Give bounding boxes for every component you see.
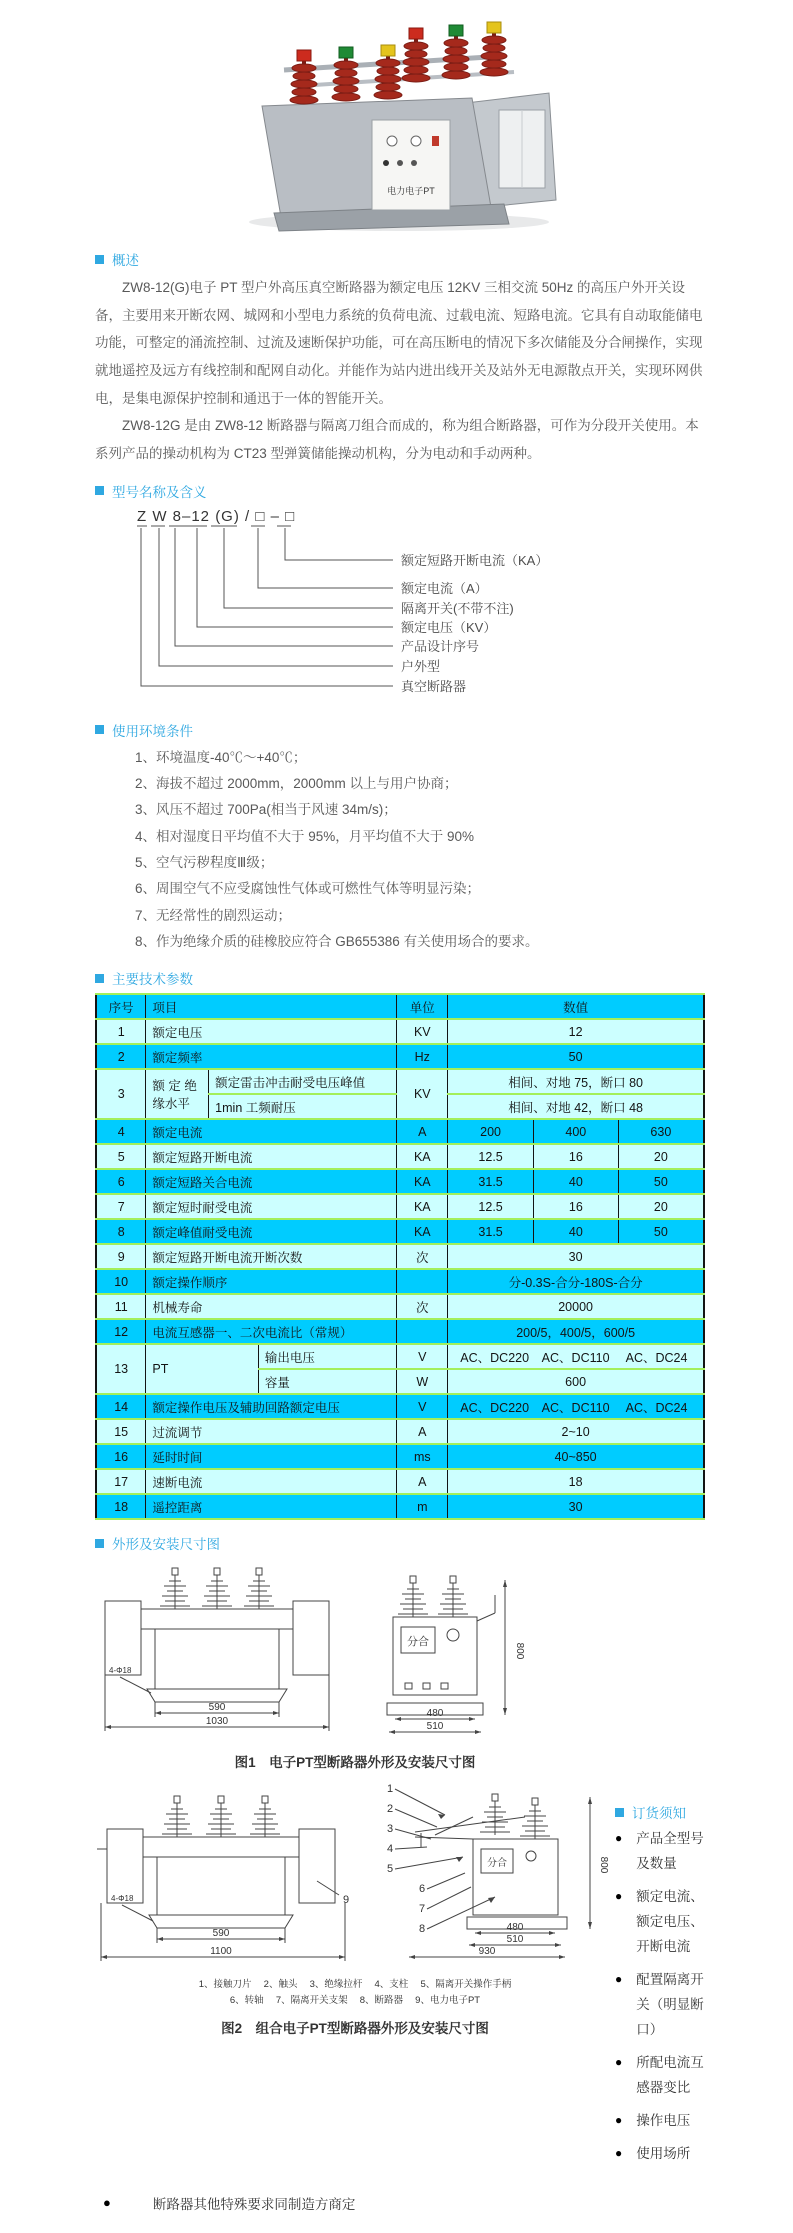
model-label-outdoor-type: 户外型: [401, 658, 441, 674]
table-row: [96, 1419, 704, 1444]
cell-value: 600: [448, 1369, 704, 1394]
cell-value: 12: [448, 1019, 704, 1044]
table-row: [96, 1444, 704, 1469]
model-label-vacuum-breaker: 真空断路器: [401, 678, 467, 694]
cell-item: PT: [146, 1344, 259, 1394]
section-bullet-icon: [95, 1539, 104, 1548]
cell-value: 50: [618, 1219, 704, 1244]
fig2-panel-label: 分合: [487, 1858, 507, 1870]
cell-item: 额定峰值耐受电流: [146, 1219, 397, 1244]
overview-paragraph-2: ZW8-12G 是由 ZW8-12 断路器与隔离刀组合而成的，称为组合断路器，可作为分段开关使用。本系列产品的操动机构为 CT23 型弹簧储能操动机构，分为电动和手动两种。: [95, 418, 699, 462]
cell-item: 额定电压: [146, 1019, 397, 1044]
bullet-icon: ●: [615, 1889, 623, 1904]
section-bullet-icon: [615, 1808, 624, 1817]
footer-note-text: 断路器其他特殊要求同制造方商定: [152, 2196, 356, 2212]
cell-unit: Hz: [397, 1044, 448, 1069]
fig2-dim-480: 480: [506, 1922, 524, 1934]
figure2: [95, 1773, 615, 2039]
document-content: [0, 249, 793, 2213]
cell-value: 30: [448, 1494, 704, 1519]
section-dims-header: [95, 1533, 705, 1553]
cell-subitem: 额定雷击冲击耐受电压峰值: [209, 1069, 397, 1094]
cell-no: 2: [96, 1044, 146, 1069]
cell-no: 18: [96, 1494, 146, 1519]
cell-unit: KA: [397, 1219, 448, 1244]
cell-no: 10: [96, 1269, 146, 1294]
table-row: [96, 1044, 704, 1069]
table-row: [96, 1269, 704, 1294]
cell-value-part: AC、DC24: [625, 1400, 688, 1415]
section-model-header: [95, 481, 705, 501]
table-row: [96, 1469, 704, 1494]
cell-unit: KA: [397, 1169, 448, 1194]
cell-no: 7: [96, 1194, 146, 1219]
ordering-item: [615, 1827, 705, 1877]
cell-unit: A: [397, 1469, 448, 1494]
env-item: 7、无经常性的剧烈运动；: [135, 907, 292, 923]
cell-value: 12.5: [448, 1144, 534, 1169]
env-item: 3、风压不超过 700Pa(相当于风速 34m/s)；: [135, 802, 397, 818]
bullet-icon: ●: [103, 2195, 111, 2211]
fig2-callout-9: 9: [343, 1894, 350, 1907]
cell-unit: KV: [397, 1019, 448, 1044]
env-item: 4、相对湿度日平均值不大于 95%，月平均值不大于 90%: [135, 828, 475, 844]
cell-unit: 次: [397, 1294, 448, 1319]
ordering-section: [615, 1773, 705, 2175]
cell-value-part: AC、DC24: [625, 1350, 688, 1365]
cell-no: 16: [96, 1444, 146, 1469]
photo-panel-label: 电力电子PT: [387, 186, 435, 196]
model-code: Z W 8–12 (G) / □ – □: [137, 507, 296, 525]
cell-unit: W: [397, 1369, 448, 1394]
cell-value: 50: [448, 1044, 704, 1069]
table-row: [96, 1494, 704, 1519]
figure2-row: [95, 1773, 705, 2175]
ordering-item-text: 产品全型号及数量: [636, 1831, 704, 1872]
cell-item: 额定操作电压及辅助回路额定电压: [146, 1394, 397, 1419]
fig1-hole-note: 4-Φ18: [109, 1666, 132, 1676]
fig2-callout-8: 8: [419, 1923, 426, 1936]
product-photo-area: [0, 0, 793, 236]
section-bullet-icon: [95, 486, 104, 495]
cell-unit: m: [397, 1494, 448, 1519]
fig1-dim-510: 510: [426, 1721, 444, 1733]
cell-value: 20: [618, 1194, 704, 1219]
cell-no: 17: [96, 1469, 146, 1494]
table-row: [96, 1244, 704, 1269]
table-header-row: [96, 994, 704, 1019]
cell-unit: ms: [397, 1444, 448, 1469]
figure1: [95, 1565, 705, 1743]
fig1-dim-480: 480: [426, 1708, 444, 1720]
cell-no: 8: [96, 1219, 146, 1244]
cell-subitem: 容量: [258, 1369, 396, 1394]
cell-value: 31.5: [448, 1219, 534, 1244]
cell-value: 200/5，400/5，600/5: [448, 1319, 704, 1344]
legend-line-1: 1、接触刀片 2、触头 3、绝缘拉杆 4、支柱 5、隔离开关操作手柄: [198, 1979, 512, 1991]
cell-unit: V: [397, 1344, 448, 1369]
fig2-hole-note: 4-Φ18: [111, 1894, 134, 1904]
cell-value-part: AC、DC220: [460, 1350, 530, 1365]
cell-value: 16: [533, 1144, 618, 1169]
table-row: [96, 1319, 704, 1344]
bullet-icon: ●: [615, 1972, 623, 1987]
cell-value: 630: [618, 1119, 704, 1144]
cell-value: 分-0.3S-合分-180S-合分: [448, 1269, 704, 1294]
cell-value: 16: [533, 1194, 618, 1219]
section-bullet-icon: [95, 725, 104, 734]
cell-value: 2~10: [448, 1419, 704, 1444]
cell-value: 相间、对地 75，断口 80: [448, 1069, 704, 1094]
cell-item: 机械寿命: [146, 1294, 397, 1319]
ordering-item: [615, 2109, 705, 2134]
table-row: [96, 1344, 704, 1369]
section-bullet-icon: [95, 255, 104, 264]
overview-paragraph-1: ZW8-12(G)电子 PT 型户外高压真空断路器为额定电压 12KV 三相交流 50Hz 的高压户外开关设备，主要用来开断农网、城网和小型电力系统的负荷电流、过载电流、短路电流。它具有自动取能储电功能，可整定的涌流控制、过流及速断保护功能，可在高压断电的情况下多次储能及分合闸操作，实现就地遥控及远方有线控制和配网自动化。并能作为站内进出线开关及站外无电源散点开关，实现环网供电，是集电源保护控制和通迅于一体的智能开关。: [95, 280, 703, 406]
cell-no: 1: [96, 1019, 146, 1044]
footer-note: [103, 2193, 705, 2213]
cell-item: 额 定 绝缘水平: [146, 1069, 209, 1119]
fig2-callout-2: 2: [387, 1803, 394, 1816]
cell-item: 速断电流: [146, 1469, 397, 1494]
cell-value: [448, 1344, 704, 1369]
fig1-dim-1030: 1030: [205, 1716, 229, 1728]
env-item: 5、空气污秽程度Ⅲ级；: [135, 854, 274, 870]
cell-unit: KA: [397, 1144, 448, 1169]
fig2-dim-930: 930: [478, 1946, 496, 1958]
bullet-icon: ●: [615, 1831, 623, 1846]
table-row: [96, 1219, 704, 1244]
cell-value: 20: [618, 1144, 704, 1169]
cell-value: 50: [618, 1169, 704, 1194]
cell-item: 额定短时耐受电流: [146, 1194, 397, 1219]
cell-item: 延时时间: [146, 1444, 397, 1469]
table-row: [96, 1194, 704, 1219]
table-row: [96, 1119, 704, 1144]
fig2-dim-800: 800: [598, 1856, 609, 1874]
tech-params-table: [95, 993, 705, 1520]
fig1-front-view: [95, 1565, 345, 1743]
env-conditions-list: [95, 745, 705, 956]
cell-item: 额定短路关合电流: [146, 1169, 397, 1194]
ordering-item-text: 所配电流互感器变比: [636, 2054, 704, 2095]
cell-value: 40: [533, 1219, 618, 1244]
table-row: [96, 1144, 704, 1169]
section-params-header: [95, 968, 705, 988]
header-value: 数值: [448, 994, 704, 1019]
header-item: 项目: [146, 994, 397, 1019]
figure2-caption: 图2 组合电子PT型断路器外形及安装尺寸图: [221, 2021, 489, 2037]
section-params-title: 主要技术参数: [112, 972, 193, 988]
cell-unit: A: [397, 1419, 448, 1444]
bullet-icon: ●: [615, 2112, 623, 2127]
model-label-rated-current: 额定电流（A）: [401, 580, 488, 596]
ordering-item-text: 操作电压: [636, 2112, 691, 2128]
cell-item: 额定短路开断电流: [146, 1144, 397, 1169]
ordering-item-text: 配置隔离开关（明显断口）: [636, 1972, 704, 2037]
table-row: [96, 1394, 704, 1419]
cell-no: 11: [96, 1294, 146, 1319]
fig2-dim-510: 510: [506, 1934, 524, 1946]
model-label-design-serial: 产品设计序号: [401, 638, 480, 654]
fig1-dim-590: 590: [208, 1702, 226, 1714]
cell-value-part: AC、DC110: [541, 1400, 610, 1415]
cell-no: 13: [96, 1344, 146, 1394]
table-row: [96, 1294, 704, 1319]
photo-insulators: [290, 22, 508, 104]
ordering-item: [615, 1885, 705, 1960]
fig2-dim-1100: 1100: [210, 1946, 232, 1958]
section-bullet-icon: [95, 974, 104, 983]
cell-unit: [397, 1319, 448, 1344]
cell-item: 过流调节: [146, 1419, 397, 1444]
section-model-title: 型号名称及含义: [112, 484, 207, 500]
cell-value: 200: [448, 1119, 534, 1144]
cell-no: 5: [96, 1144, 146, 1169]
header-no: 序号: [96, 994, 146, 1019]
env-item: 8、作为绝缘介质的硅橡胶应符合 GB655386 有关使用场合的要求。: [135, 933, 539, 949]
table-row: [96, 1019, 704, 1044]
cell-item: 额定操作顺序: [146, 1269, 397, 1294]
ordering-item: [615, 1968, 705, 2043]
cell-value: [448, 1394, 704, 1419]
table-row: [96, 1169, 704, 1194]
ordering-item-text: 使用场所: [636, 2145, 691, 2161]
bullet-icon: ●: [615, 2054, 623, 2069]
fig1-panel-label: 分合: [407, 1636, 429, 1649]
cell-value: 40: [533, 1169, 618, 1194]
fig2-dim-590: 590: [212, 1928, 230, 1940]
fig2-callout-6: 6: [419, 1883, 426, 1896]
figure1-caption: 图1 电子PT型断路器外形及安装尺寸图: [234, 1755, 476, 1771]
legend-line-2: 6、转轴 7、隔离开关支架 8、断路器 9、电力电子PT: [229, 1995, 481, 2007]
section-overview-title: 概述: [112, 253, 139, 268]
cell-subitem: 输出电压: [258, 1344, 396, 1369]
section-ordering-title: 订货须知: [632, 1806, 686, 1822]
bullet-icon: ●: [615, 2145, 623, 2160]
section-overview-header: [95, 249, 705, 269]
fig2-callout-1: 1: [387, 1783, 394, 1796]
cell-value: 30: [448, 1244, 704, 1269]
cell-item: 额定短路开断电流开断次数: [146, 1244, 397, 1269]
cell-no: 15: [96, 1419, 146, 1444]
cell-value: 相间、对地 42，断口 48: [448, 1094, 704, 1119]
cell-item: 额定频率: [146, 1044, 397, 1069]
model-designation-diagram: [95, 506, 695, 702]
cell-no: 9: [96, 1244, 146, 1269]
fig1-dim-800: 800: [514, 1642, 525, 1660]
section-dims-title: 外形及安装尺寸图: [112, 1537, 220, 1553]
ordering-list: [615, 1827, 705, 2167]
fig2-callout-7: 7: [419, 1903, 426, 1916]
model-label-rated-voltage: 额定电压（KV）: [401, 619, 497, 635]
cell-unit: [397, 1269, 448, 1294]
cell-unit: KV: [397, 1069, 448, 1119]
ordering-item: [615, 2051, 705, 2101]
model-label-disconnector: 隔离开关(不带不注): [401, 600, 514, 616]
cell-item: 额定电流: [146, 1119, 397, 1144]
cell-value: 18: [448, 1469, 704, 1494]
cell-value: 40~850: [448, 1444, 704, 1469]
cell-subitem: 1min 工频耐压: [209, 1094, 397, 1119]
cell-value: 31.5: [448, 1169, 534, 1194]
cell-value-part: AC、DC110: [541, 1350, 610, 1365]
cell-unit: KA: [397, 1194, 448, 1219]
figure2-legend: [95, 1977, 615, 2009]
model-label-short-circuit-current: 额定短路开断电流（KA）: [401, 552, 549, 568]
env-item: 6、周围空气不应受腐蚀性气体或可燃性气体等明显污染；: [135, 881, 481, 897]
cell-item: 遥控距离: [146, 1494, 397, 1519]
photo-control-panel: [372, 120, 450, 210]
section-env-header: [95, 720, 705, 740]
cell-unit: 次: [397, 1244, 448, 1269]
cell-no: 6: [96, 1169, 146, 1194]
env-item: 1、环境温度-40℃～+40℃；: [135, 749, 307, 765]
fig2-callout-5: 5: [387, 1863, 394, 1876]
cell-value: 400: [533, 1119, 618, 1144]
cell-unit: V: [397, 1394, 448, 1419]
cell-no: 4: [96, 1119, 146, 1144]
fig2-callout-3: 3: [387, 1823, 394, 1836]
cell-value: 20000: [448, 1294, 704, 1319]
cell-value: 12.5: [448, 1194, 534, 1219]
cell-item: 电流互感器一、二次电流比（常规）: [146, 1319, 397, 1344]
fig1-side-view: [365, 1565, 535, 1743]
cell-unit: A: [397, 1119, 448, 1144]
product-photo: [204, 8, 589, 236]
cell-no: 3: [96, 1069, 146, 1119]
fig2-callout-4: 4: [387, 1843, 394, 1856]
cell-no: 12: [96, 1319, 146, 1344]
fig2-front-view: [95, 1791, 355, 1973]
cell-no: 14: [96, 1394, 146, 1419]
header-unit: 单位: [397, 994, 448, 1019]
section-ordering-header: [615, 1802, 705, 1822]
cell-value-part: AC、DC220: [460, 1400, 530, 1415]
ordering-item: [615, 2142, 705, 2167]
env-item: 2、海拔不超过 2000mm，2000mm 以上与用户协商；: [135, 776, 458, 792]
table-row: [96, 1069, 704, 1094]
fig2-side-view: [375, 1777, 610, 1973]
section-env-title: 使用环境条件: [112, 723, 193, 739]
ordering-item-text: 额定电流、额定电压、开断电流: [636, 1889, 704, 1955]
